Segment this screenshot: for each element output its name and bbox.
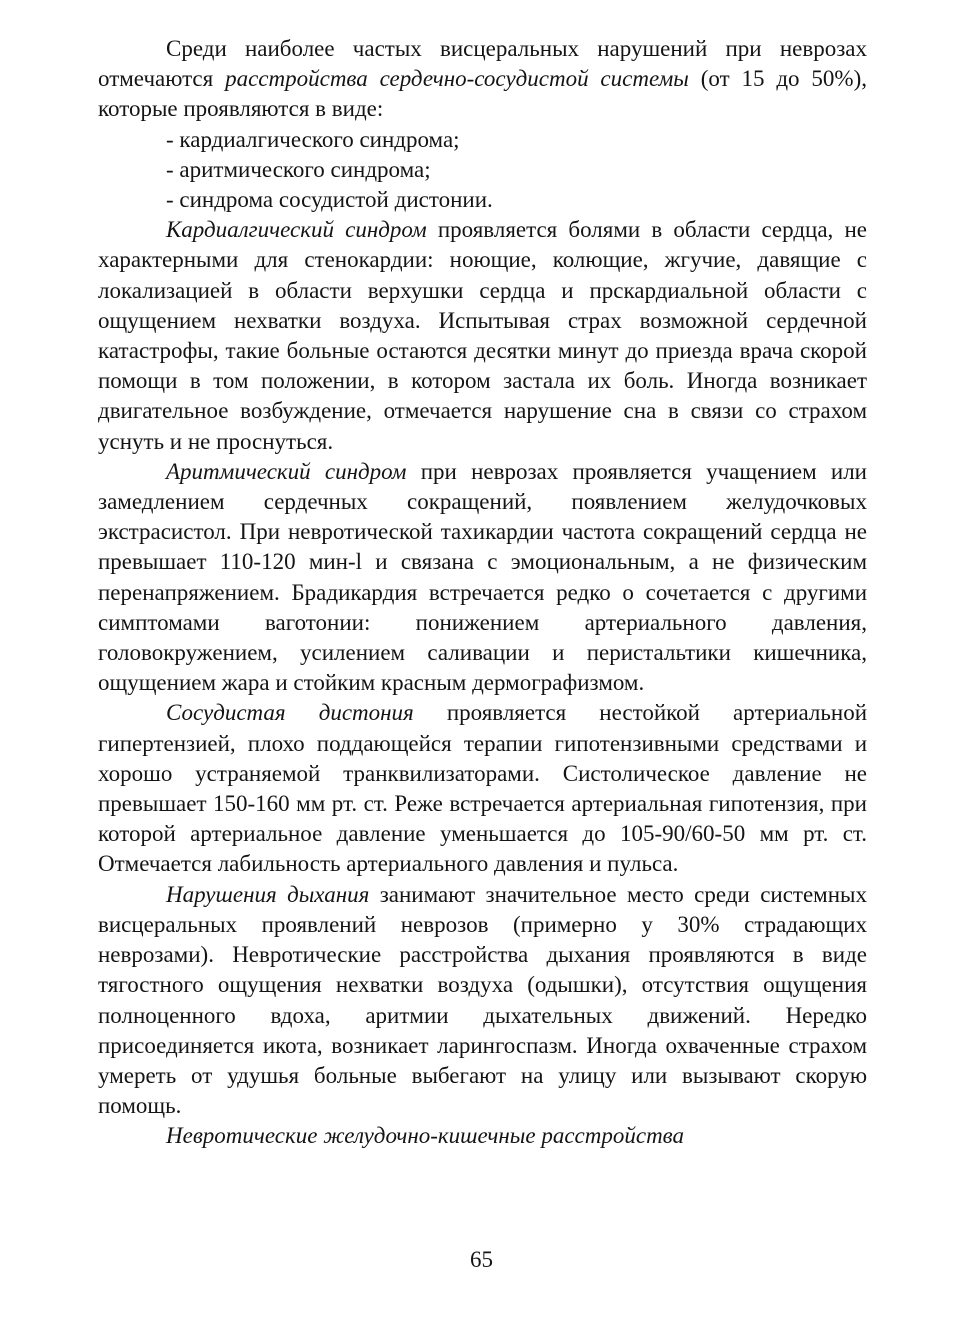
italic-term: Аритмический синдром bbox=[166, 458, 407, 484]
list-item: - аритмического синдрома; bbox=[166, 156, 431, 182]
italic-term: Сосудистая дистония bbox=[166, 700, 414, 726]
italic-term: расстройства сердечно-сосудистой системы bbox=[225, 66, 689, 92]
list-item: - синдрома сосудистой дистонии. bbox=[166, 187, 493, 213]
paragraph-vascular-dystonia bbox=[98, 698, 867, 879]
list-item: - кардиалгического синдрома; bbox=[166, 126, 460, 152]
paragraph-breathing-disorders bbox=[98, 880, 867, 1122]
italic-term: Нарушения дыхания bbox=[166, 881, 370, 907]
paragraph-text: проявляется болями в области сердца, не характерными для стенокардии: ноющие, колющие, жгучие, давящие с локализацией в области верхушки сердца и прскардиальной области с ощущением нехватки воздуха. Испытывая страх возможной сердечной катастрофы, такие больные остаются десятки минут до приезда врача скорой помощи в том положении, в котором застала их боль. Иногда возникает двигательное возбуждение, отмечается нарушение сна в связи со страхом уснуть и не проснуться. bbox=[98, 217, 867, 454]
italic-term: Невротические желудочно-кишечные расстройства bbox=[166, 1123, 685, 1149]
paragraph-text: Среди наиболее частых висцеральных нарушений при неврозах отмечаются bbox=[98, 36, 867, 92]
paragraph-text: занимают значительное место среди системных висцеральных проявлений неврозов (примерно у 30% страдающих неврозами). Невротические расстройства дыхания проявляются в виде тягостного ощущения нехватки воздуха (одышки), отсутствия ощущения полноценного вдоха, аритмии дыхательных движений. Нередко присоединяется икота, возникает ларингоспазм. Иногда охваченные страхом умереть от удушья больные выбегают на улицу или вызывают скорую помощь. bbox=[98, 881, 867, 1119]
paragraph-gastrointestinal bbox=[98, 1121, 867, 1151]
page-number: 65 bbox=[470, 1247, 493, 1272]
italic-term: Кардиалгический синдром bbox=[166, 217, 427, 243]
paragraph-text: (от 15 до 50%), которые проявляются в виде: bbox=[98, 66, 867, 122]
paragraph-cardialgic-syndrome bbox=[98, 215, 867, 457]
paragraph-arrhythmic-syndrome bbox=[98, 457, 867, 699]
paragraph-cardiovascular-intro bbox=[98, 34, 867, 125]
paragraph-text: при неврозах проявляется учащением или замедлением сердечных сокращений, появлением желудочковых экстрасистол. При невротической тахикардии частота сокращений сердца не превышает 110-120 мин-l и связана с эмоциональным, а не физическим перенапряжением. Брадикардия встречается редко о сочетается с другими симптомами ваготонии: понижением артериального давления, головокружением, усилением саливации и перистальтики кишечника, ощущением жара и стойким красным дермографизмом. bbox=[98, 458, 867, 696]
paragraph-text: проявляется нестойкой артериальной гипертензией, плохо поддающейся терапии гипотензивными средствами и хорошо устраняемой транквилизаторами. Систолическое давление не превышает 150-160 мм рт. ст. Реже встречается артериальная гипотензия, при которой артериальное давление уменьшается до 105-90/60-50 мм рт. ст. Отмечается лабильность артериального давления и пульса. bbox=[98, 700, 868, 877]
